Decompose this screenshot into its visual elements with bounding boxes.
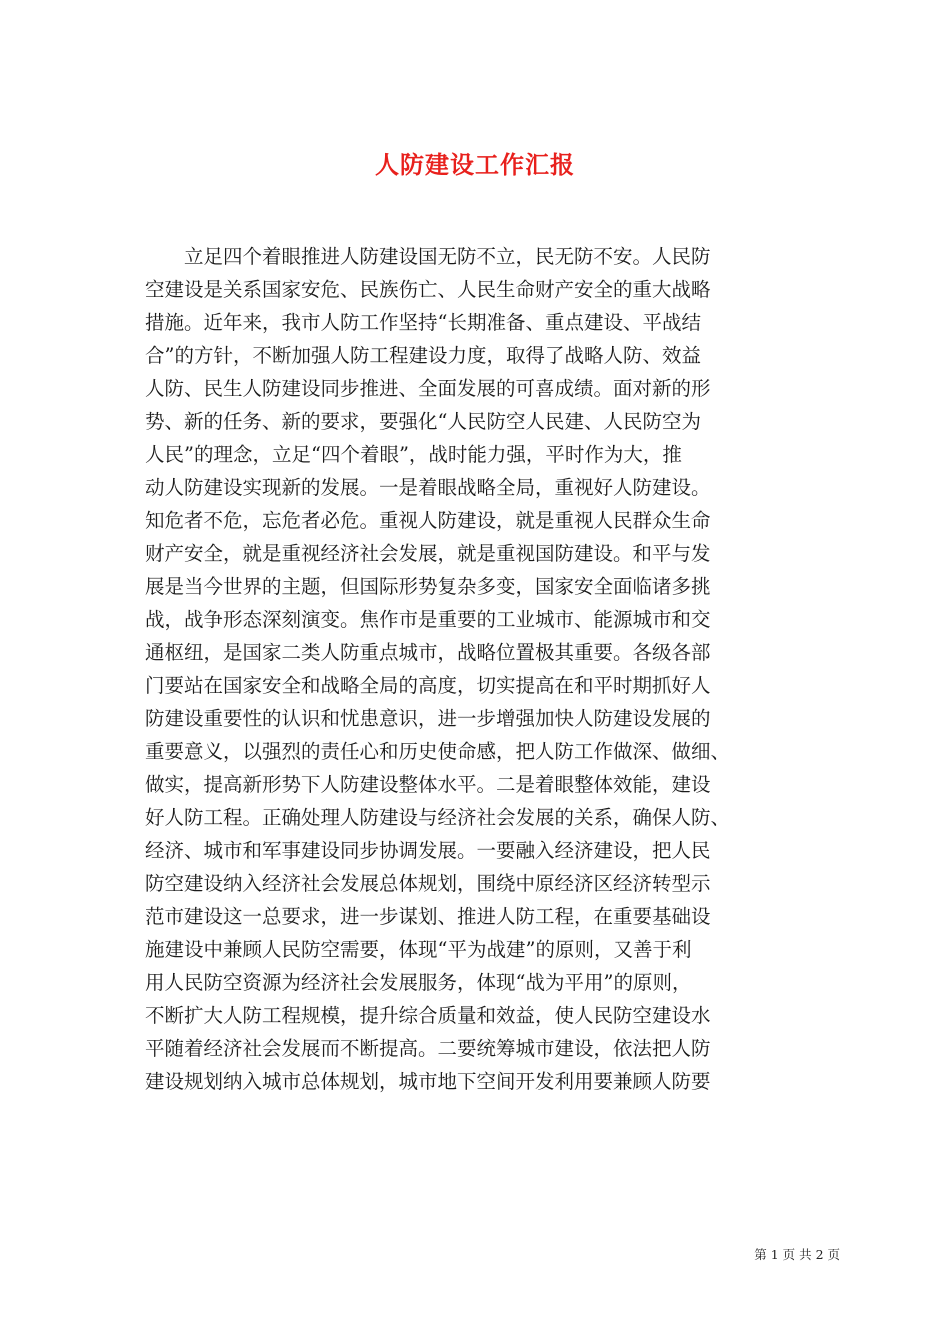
text-line: 用人民防空资源为经济社会发展服务，体现“战为平用”的原则， [145,971,692,994]
text-line: 展是当今世界的主题，但国际形势复杂多变，国家安全面临诸多挑 [145,575,711,598]
text-line: 重要意义，以强烈的责任心和历史使命感，把人防工作做深、做细、 [145,740,731,763]
text-line: 人民”的理念，立足“四个着眼”，战时能力强，平时作为大，推 [145,443,682,466]
text-line: 动人防建设实现新的发展。一是着眼战略全局，重视好人防建设。 [145,476,711,499]
text-line: 战，战争形态深刻演变。焦作市是重要的工业城市、能源城市和交 [145,608,711,631]
text-line: 知危者不危，忘危者必危。重视人防建设，就是重视人民群众生命 [145,509,711,532]
text-line: 措施。近年来，我市人防工作坚持“长期准备、重点建设、平战结 [145,311,701,334]
text-line: 通枢纽，是国家二类人防重点城市，战略位置极其重要。各级各部 [145,641,711,664]
text-line: 经济、城市和军事建设同步协调发展。一要融入经济建设，把人民 [145,839,711,862]
text-line: 立足四个着眼推进人防建设国无防不立，民无防不安。人民防 [145,245,711,268]
text-line: 合”的方针，不断加强人防工程建设力度，取得了战略人防、效益 [145,344,701,367]
text-line: 势、新的任务、新的要求，要强化“人民防空人民建、人民防空为 [145,410,701,433]
text-line: 门要站在国家安全和战略全局的高度，切实提高在和平时期抓好人 [145,674,711,697]
text-line: 防空建设纳入经济社会发展总体规划，围绕中原经济区经济转型示 [145,872,711,895]
text-line: 人防、民生人防建设同步推进、全面发展的可喜成绩。面对新的形 [145,377,711,400]
page-number: 第 1 页 共 2 页 [754,1247,840,1262]
text-line: 财产安全，就是重视经济社会发展，就是重视国防建设。和平与发 [145,542,711,565]
text-line: 施建设中兼顾人民防空需要，体现“平为战建”的原则，又善于利 [145,938,692,961]
text-line: 防建设重要性的认识和忧患意识，进一步增强加快人防建设发展的 [145,707,711,730]
text-line: 做实，提高新形势下人防建设整体水平。二是着眼整体效能，建设 [145,773,711,796]
text-line: 平随着经济社会发展而不断提高。二要统筹城市建设，依法把人防 [145,1037,711,1060]
text-line: 范市建设这一总要求，进一步谋划、推进人防工程，在重要基础设 [145,905,711,928]
text-line: 空建设是关系国家安危、民族伤亡、人民生命财产安全的重大战略 [145,278,711,301]
text-line: 好人防工程。正确处理人防建设与经济社会发展的关系，确保人防、 [145,806,731,829]
page-title: 人防建设工作汇报 [375,150,575,180]
text-line: 不断扩大人防工程规模，提升综合质量和效益，使人民防空建设水 [145,1004,711,1027]
body-paragraph [145,240,835,1098]
text-line: 建设规划纳入城市总体规划，城市地下空间开发利用要兼顾人防要 [145,1070,711,1093]
